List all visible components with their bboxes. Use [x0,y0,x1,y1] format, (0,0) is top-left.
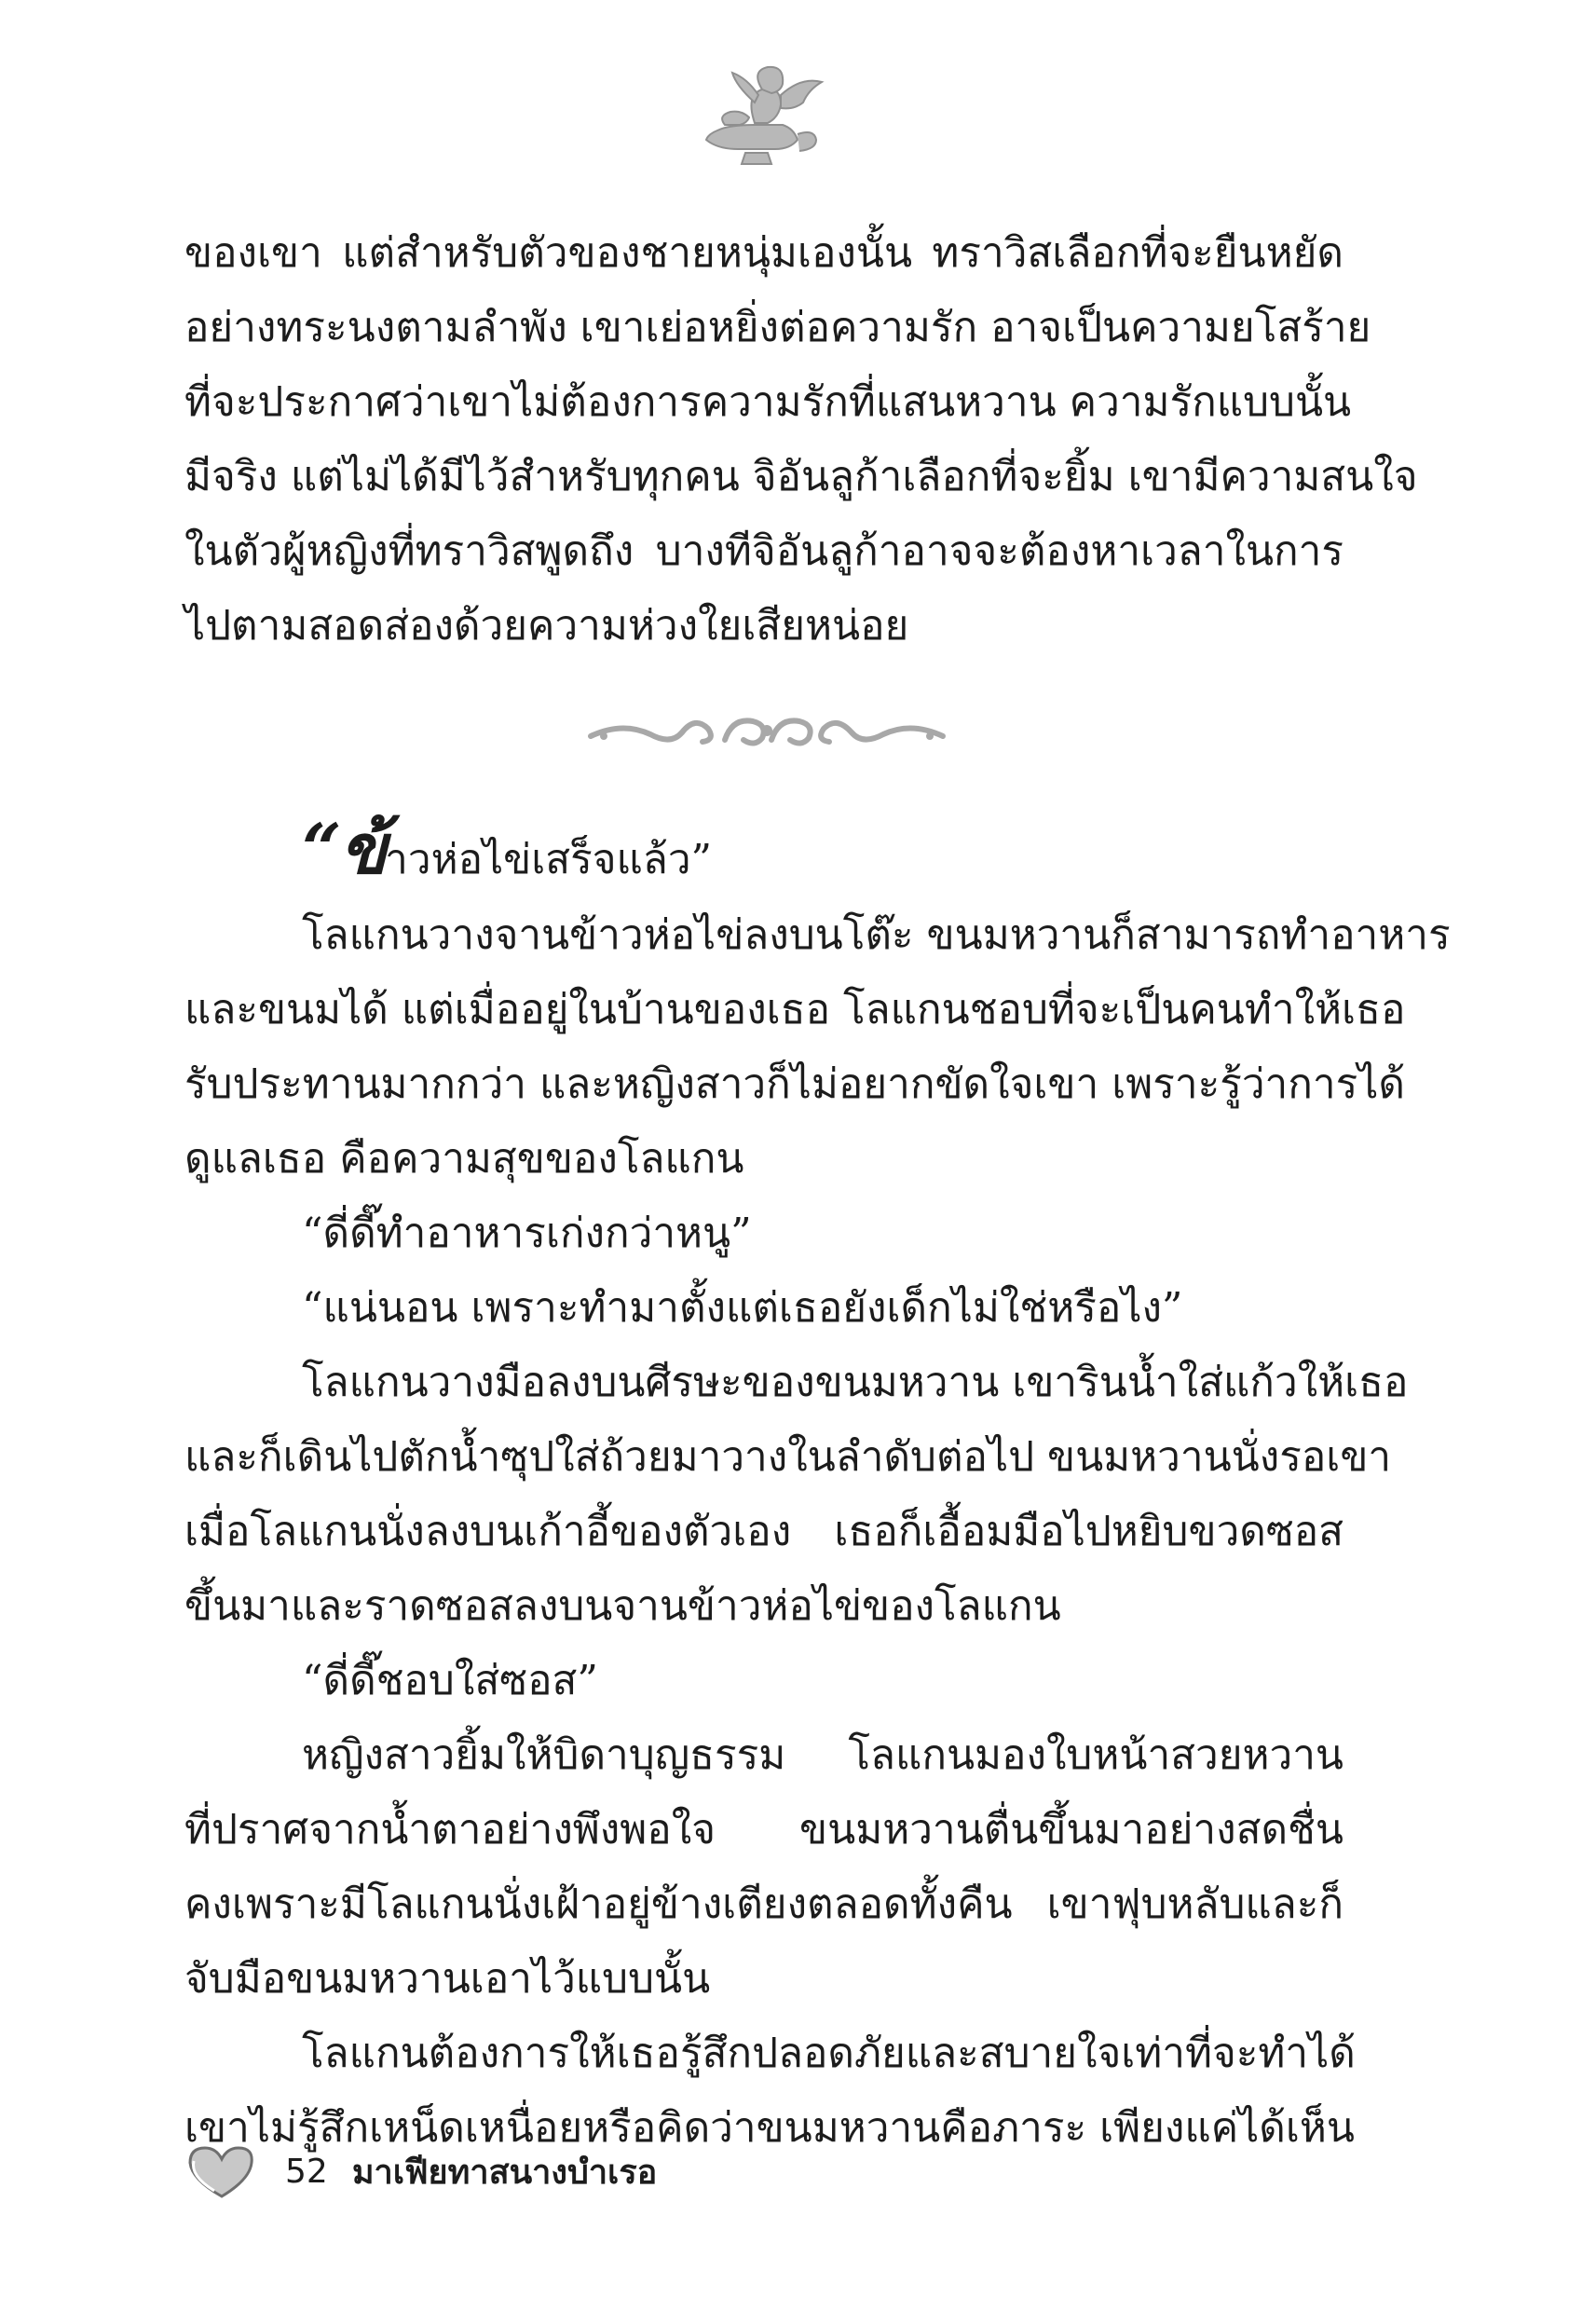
text-line: หญิงสาวยิ้มให้บิดาบุญธรรม โลแกนมองใบหน้าสวยหวาน [302,1731,1344,1779]
dialogue-line: “ดี่ดี๊ชอบใส่ซอส” [302,1657,598,1704]
text-line: โลแกนต้องการให้เธอรู้สึกปลอดภัยและสบายใจเท่าที่จะทำได้ [302,2030,1356,2077]
dialogue-line: “แน่นอน เพราะทำมาตั้งแต่เธอยังเด็กไม่ใช่หรือไง” [302,1284,1183,1332]
text-line: ขึ้นมาและราดซอสลงบนจานข้าวห่อไข่ของโลแกน [184,1582,1061,1630]
angel-teapot-icon [689,58,829,174]
text-line: และขนมได้ แต่เมื่ออยู่ในบ้านของเธอ โลแกนชอบที่จะเป็นคนทำให้เธอ [184,986,1406,1033]
text-line: ในตัวผู้หญิงที่ทราวิสพูดถึง บางทีจิอันลูก้าอาจจะต้องหาเวลาในการ [184,527,1344,575]
text-line: อย่างทระนงตามลำพัง เขาเย่อหยิ่งต่อความรัก อาจเป็นความยโสร้าย [184,304,1371,351]
text-line: ไปตามสอดส่องด้วยความห่วงใยเสียหน่อย [184,602,909,650]
text-line: รับประทานมากกว่า และหญิงสาวก็ไม่อยากขัดใจเขา เพราะรู้ว่าการได้ [184,1060,1405,1108]
flourish-divider-icon [585,708,948,759]
page-footer [184,2134,657,2208]
opening-text: าวห่อไข่เสร็จแล้ว” [385,836,713,883]
book-title: มาเฟียทาสนางบำเรอ [351,2153,658,2192]
text-line: มีจริง แต่ไม่ได้มีไว้สำหรับทุกคน จิอันลูก้าเลือกที่จะยิ้ม เขามีความสนใจ [184,453,1418,500]
text-line: โลแกนวางมือลงบนศีรษะของขนมหวาน เขารินน้ำใส่แก้วให้เธอ [302,1359,1409,1406]
text-line: และก็เดินไปตักน้ำซุปใส่ถ้วยมาวางในลำดับต่อไป ขนมหวานนั่งรอเขา [184,1433,1392,1481]
text-line: ของเขา แต่สำหรับตัวของชายหนุ่มเองนั้น ทราวิสเลือกที่จะยืนหยัด [184,229,1344,277]
text-line: ที่จะประกาศว่าเขาไม่ต้องการความรักที่แสนหวาน ความรักแบบนั้น [184,378,1352,426]
page-number: 52 [285,2152,328,2191]
text-line: โลแกนวางจานข้าวห่อไข่ลงบนโต๊ะ ขนมหวานก็สามารถทำอาหาร [302,911,1451,959]
heart-icon [184,2142,257,2200]
top-paragraph [184,216,1418,663]
text-line: ที่ปราศจากน้ำตาอย่างพึงพอใจ ขนมหวานตื่นขึ้นมาอย่างสดชื่น [184,1806,1344,1853]
text-line: ดูแลเธอ คือความสุขของโลแกน [184,1135,744,1183]
text-line: เมื่อโลแกนนั่งลงบนเก้าอี้ของตัวเอง เธอก็เอื้อมมือไปหยิบขวดซอส [184,1508,1344,1555]
main-text [184,801,1451,2166]
dialogue-line: “ดี่ดี๊ทำอาหารเก่งกว่าหนู” [302,1210,752,1257]
dropcap: “ข้ [302,810,386,890]
text-line: คงเพราะมีโลแกนนั่งเฝ้าอยู่ข้างเตียงตลอดทั้งคืน เขาฟุบหลับและก็ [184,1880,1344,1928]
text-line: จับมือขนมหวานเอาไว้แบบนั้น [184,1955,711,2003]
text-line: เขาไม่รู้สึกเหน็ดเหนื่อยหรือคิดว่าขนมหวานคือภาระ เพียงแค่ได้เห็น [184,2104,1355,2152]
opening-line [184,801,1344,898]
